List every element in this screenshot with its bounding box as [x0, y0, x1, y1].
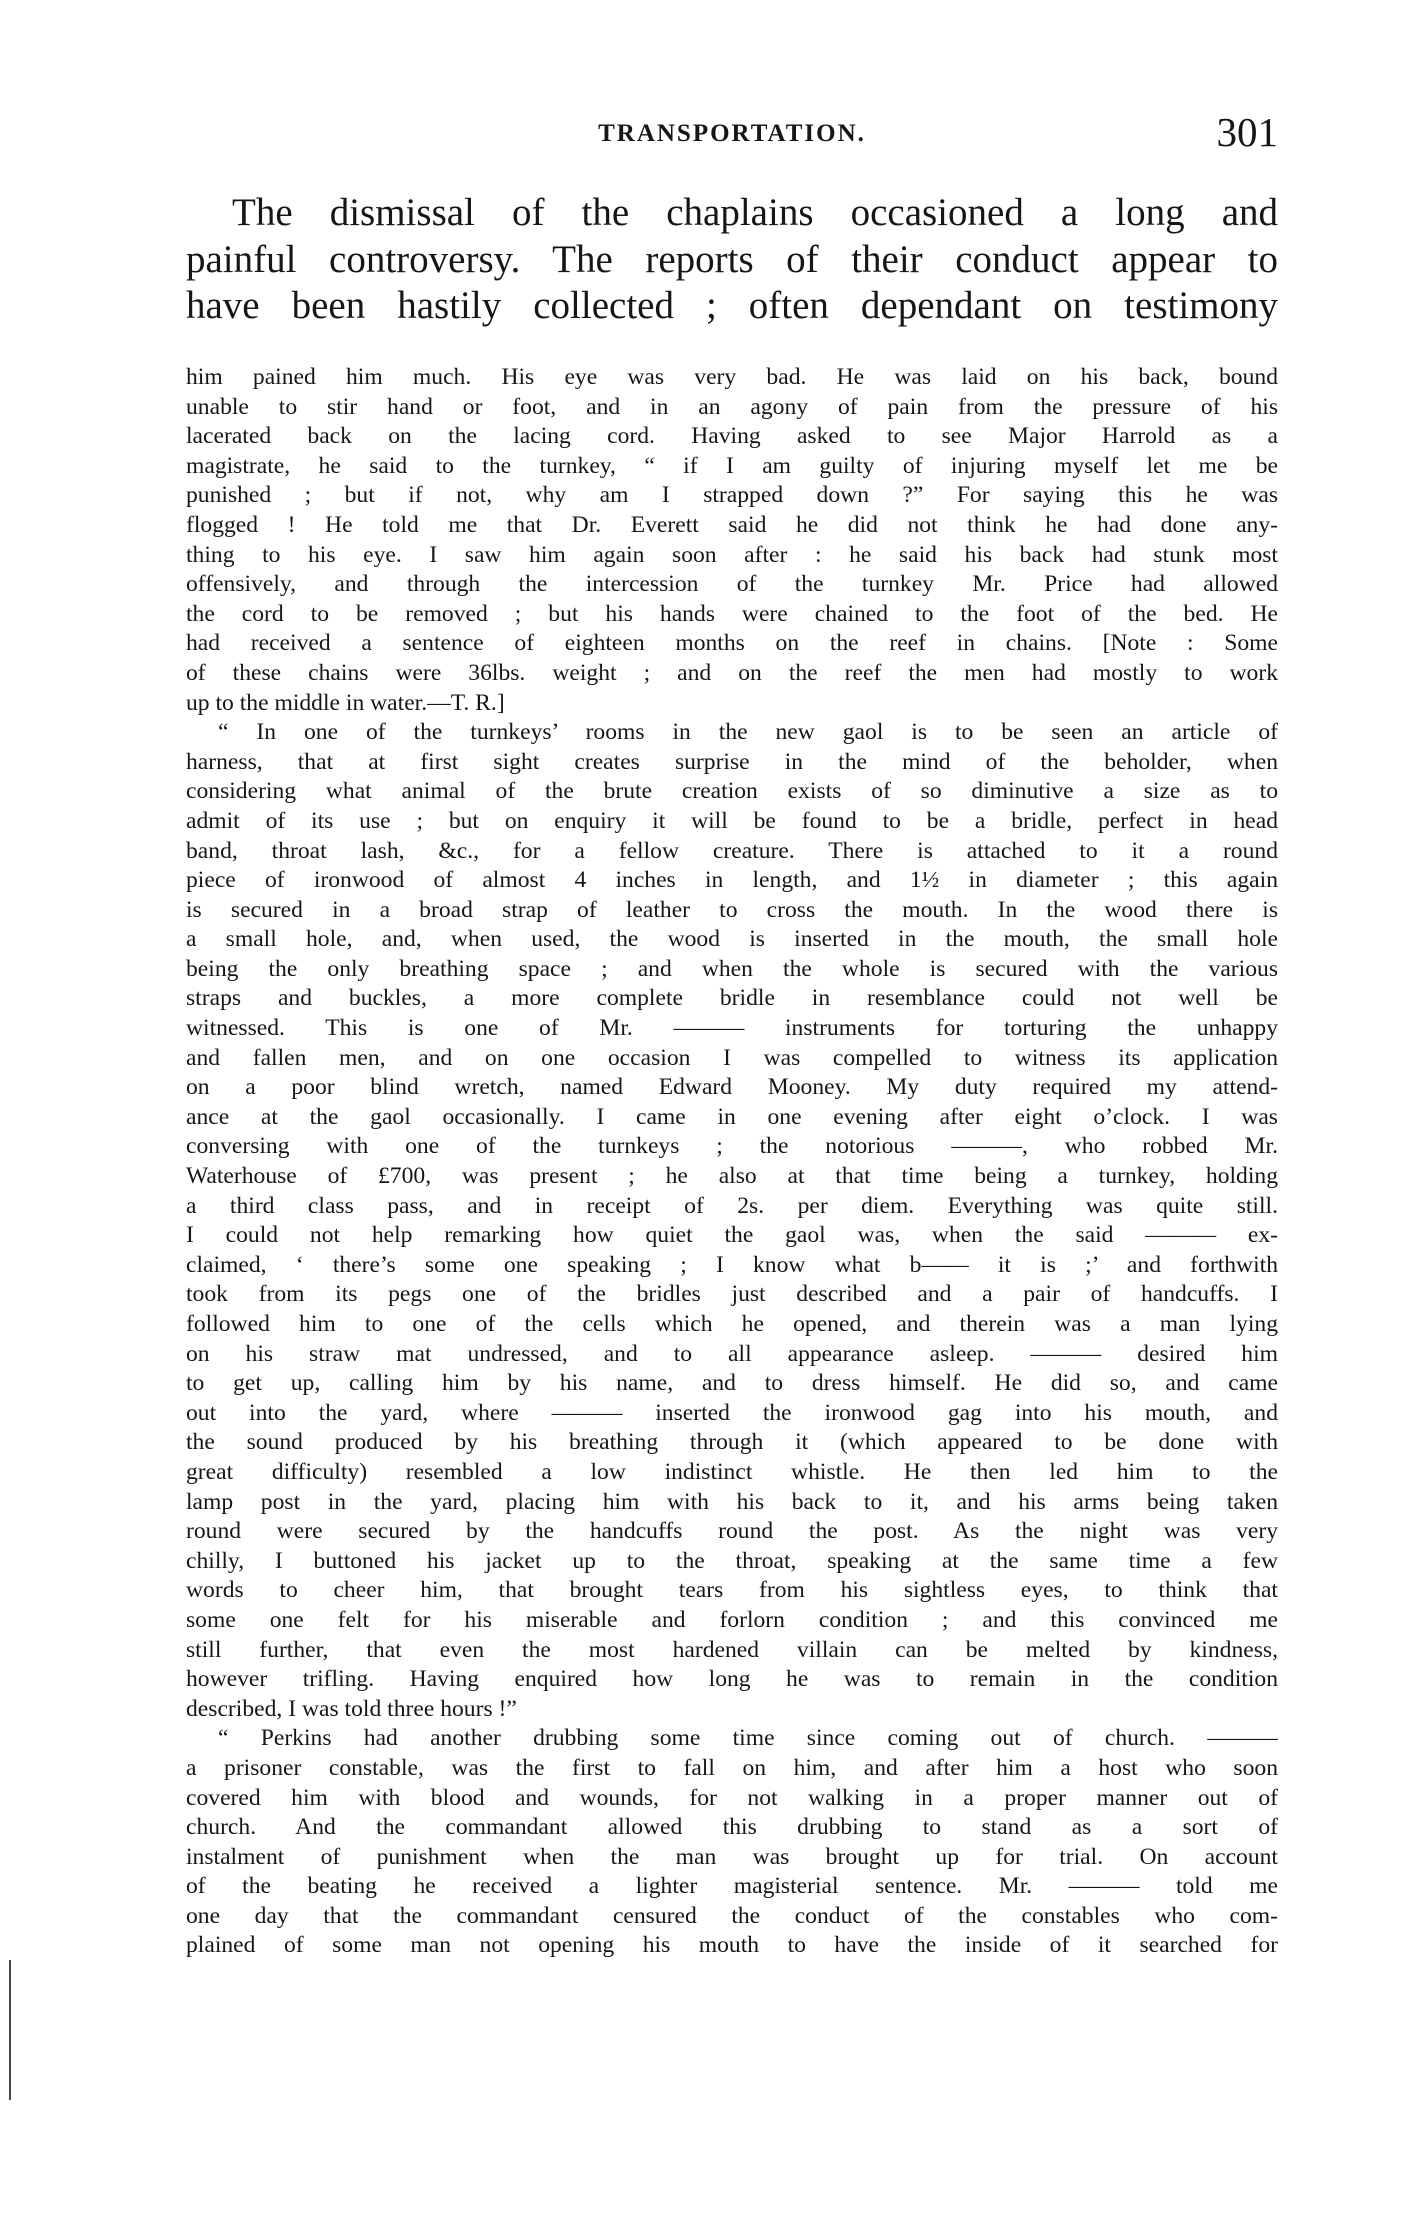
text-line: on a poor blind wretch, named Edward Mooney. My duty required my attend-: [186, 1074, 1278, 1101]
margin-mark: [9, 1960, 11, 2100]
running-head: [186, 108, 1278, 158]
lede-line: The dismissal of the chaplains occasioned a long and: [232, 191, 1278, 234]
text-line: still further, that even the most hardened villain can be melted by kindness,: [186, 1636, 1278, 1663]
text-line: lacerated back on the lacing cord. Having asked to see Major Harrold as a: [186, 423, 1278, 450]
text-line: instalment of punishment when the man was brought up for trial. On account: [186, 1843, 1278, 1870]
text-line: to get up, calling him by his name, and to dress himself. He did so, and came: [186, 1370, 1278, 1397]
text-line: of the beating he received a lighter magisterial sentence. Mr. ——— told me: [186, 1873, 1278, 1900]
text-line: and fallen men, and on one occasion I was compelled to witness its application: [186, 1044, 1278, 1071]
text-line: piece of ironwood of almost 4 inches in length, and 1½ in diameter ; this again: [186, 867, 1278, 894]
text-line: of these chains were 36lbs. weight ; and on the reef the men had mostly to work: [186, 659, 1278, 686]
text-line: the cord to be removed ; but his hands were chained to the foot of the bed. He: [186, 600, 1278, 627]
lede-line: have been hastily collected ; often dependant on testimony: [186, 284, 1278, 327]
text-line: out into the yard, where ——— inserted the ironwood gag into his mouth, and: [186, 1399, 1278, 1426]
text-line: offensively, and through the intercession of the turnkey Mr. Price had allowed: [186, 571, 1278, 598]
text-line: covered him with blood and wounds, for not walking in a proper manner out of: [186, 1784, 1278, 1811]
text-line: Waterhouse of £700, was present ; he also at that time being a turnkey, holding: [186, 1163, 1278, 1190]
text-line: is secured in a broad strap of leather to cross the mouth. In the wood there is: [186, 896, 1278, 923]
text-line: considering what animal of the brute creation exists of so diminutive a size as to: [186, 778, 1278, 805]
text-line: lamp post in the yard, placing him with his back to it, and his arms being taken: [186, 1488, 1278, 1515]
text-line: church. And the commandant allowed this drubbing to stand as a sort of: [186, 1814, 1278, 1841]
text-line: magistrate, he said to the turnkey, “ if I am guilty of injuring myself let me be: [186, 452, 1278, 479]
text-line: had received a sentence of eighteen months on the reef in chains. [Note : Some: [186, 630, 1278, 657]
text-line: words to cheer him, that brought tears from his sightless eyes, to think that: [186, 1577, 1278, 1604]
text-line: plained of some man not opening his mouth to have the inside of it searched for: [186, 1932, 1278, 1959]
text-line: chilly, I buttoned his jacket up to the throat, speaking at the same time a few: [186, 1547, 1278, 1574]
quoted-body-text: [186, 363, 1278, 1961]
text-line: him pained him much. His eye was very bad. He was laid on his back, bound: [186, 364, 1278, 390]
text-line: unable to stir hand or foot, and in an agony of pain from the pressure of his: [186, 393, 1278, 420]
text-line: however trifling. Having enquired how long he was to remain in the condition: [186, 1666, 1278, 1693]
lede-paragraph: [186, 190, 1278, 330]
text-line: up to the middle in water.—T. R.]: [186, 689, 505, 716]
lede-line: painful controversy. The reports of their conduct appear to: [186, 237, 1278, 281]
text-line: flogged ! He told me that Dr. Everett said he did not think he had done any-: [186, 511, 1278, 538]
text-line: harness, that at first sight creates surprise in the mind of the beholder, when: [186, 748, 1278, 775]
text-line: “ In one of the turnkeys’ rooms in the new gaol is to be seen an article of: [218, 719, 1278, 746]
text-line: great difficulty) resembled a low indistinct whistle. He then led him to the: [186, 1458, 1278, 1485]
text-line: band, throat lash, &c., for a fellow creature. There is attached to it a round: [186, 837, 1278, 864]
text-line: straps and buckles, a more complete bridle in resemblance could not well be: [186, 985, 1278, 1012]
page-number: 301: [1216, 109, 1278, 155]
text-line: conversing with one of the turnkeys ; the notorious ———, who robbed Mr.: [186, 1133, 1278, 1160]
text-line: described, I was told three hours !”: [186, 1695, 517, 1722]
running-title: TRANSPORTATION.: [598, 120, 866, 147]
text-line: a prisoner constable, was the first to fall on him, and after him a host who soon: [186, 1754, 1278, 1781]
text-line: the sound produced by his breathing through it (which appeared to be done with: [186, 1429, 1278, 1456]
text-line: claimed, ‘ there’s some one speaking ; I know what b—— it is ;’ and forthwith: [186, 1251, 1278, 1278]
text-line: round were secured by the handcuffs round the post. As the night was very: [186, 1518, 1278, 1545]
text-line: witnessed. This is one of Mr. ——— instruments for torturing the unhappy: [186, 1015, 1278, 1042]
text-line: admit of its use ; but on enquiry it will be found to be a bridle, perfect in head: [186, 807, 1278, 834]
text-line: on his straw mat undressed, and to all appearance asleep. ——— desired him: [186, 1340, 1278, 1367]
text-line: ance at the gaol occasionally. I came in one evening after eight o’clock. I was: [186, 1103, 1278, 1130]
text-line: some one felt for his miserable and forlorn condition ; and this convinced me: [186, 1606, 1278, 1633]
text-line: punished ; but if not, why am I strapped down ?” For saying this he was: [186, 482, 1278, 509]
text-line: a third class pass, and in receipt of 2s. per diem. Everything was quite still.: [186, 1192, 1278, 1219]
text-line: I could not help remarking how quiet the gaol was, when the said ——— ex-: [186, 1222, 1278, 1249]
text-line: thing to his eye. I saw him again soon after : he said his back had stunk most: [186, 541, 1278, 568]
text-line: one day that the commandant censured the conduct of the constables who com-: [186, 1902, 1278, 1929]
text-line: a small hole, and, when used, the wood is inserted in the mouth, the small hole: [186, 926, 1278, 953]
text-line: took from its pegs one of the bridles just described and a pair of handcuffs. I: [186, 1281, 1278, 1308]
text-line: being the only breathing space ; and when the whole is secured with the various: [186, 955, 1278, 982]
text-line: followed him to one of the cells which he opened, and therein was a man lying: [186, 1311, 1278, 1337]
text-line: “ Perkins had another drubbing some time since coming out of church. ———: [218, 1725, 1278, 1752]
